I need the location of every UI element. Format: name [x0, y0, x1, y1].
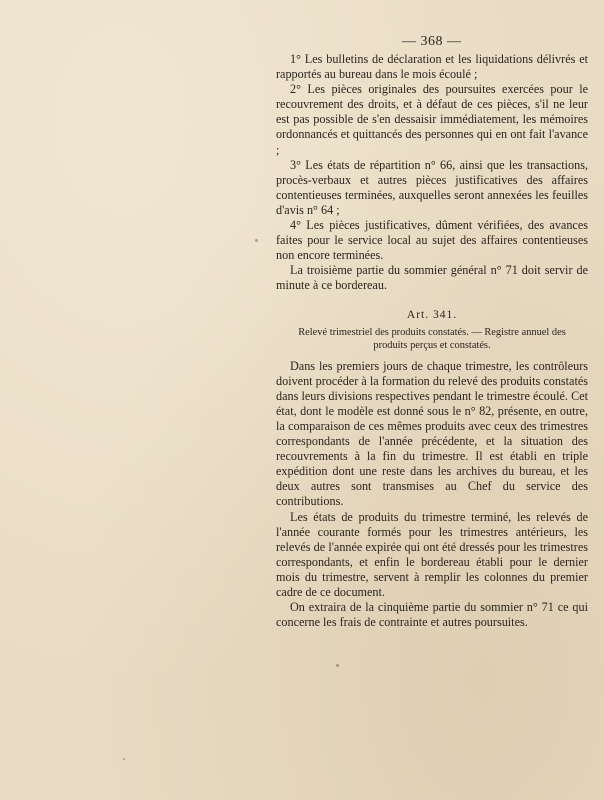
paragraph-item-2: 2° Les pièces originales des poursuites exercées pour le recouvrement des droits, et à défaut de ces pièces, s'il ne leur est pas possible de s'en dessaisir immédiatement, les mémoires ordonnancés et quittancés des personnes qui en ont fait l'avance ;	[276, 82, 588, 157]
article-paragraph-1: Dans les premiers jours de chaque trimestre, les contrôleurs doivent procéder à la formation du relevé des produits constatés dans leurs divisions respectives pendant le trimestre écoulé. Cet état, dont le modèle est donné sous le n° 82, présente, en outre, la comparaison de ces mêmes produits avec ceux des trimestres correspondants de l'année précédente, et la situation des recouvrements à la fin du trimestre. Il est établi en triple expédition dont une reste dans les archives du bureau, et les deux autres sont transmises au Chef du service des contributions.	[276, 358, 588, 509]
paragraph-item-4: 4° Les pièces justificatives, dûment vérifiées, des avances faites pour le service local au sujet des affaires contentieuses non encore terminées.	[276, 218, 588, 263]
article-paragraph-3: On extraira de la cinquième partie du sommier n° 71 ce qui concerne les frais de contrainte et autres poursuites.	[276, 600, 588, 630]
paragraph-item-1: 1° Les bulletins de déclaration et les liquidations délivrés et rapportés au bureau dans le mois écoulé ;	[276, 52, 588, 82]
page-number: — 368 —	[402, 34, 462, 49]
paper-speck	[255, 239, 258, 242]
paper-speck	[336, 664, 339, 667]
article-subheading: Relevé trimestriel des produits constatés. — Registre annuel des produits perçus et constatés.	[298, 326, 566, 351]
paragraph-item-3: 3° Les états de répartition n° 66, ainsi que les transactions, procès-verbaux et autres pièces justificatives des affaires contentieuses terminées, auxquelles seront annexées les feuilles d'avis n° 64 ;	[276, 157, 588, 217]
body-text	[276, 52, 588, 630]
paragraph-minute: La troisième partie du sommier général n° 71 doit servir de minute à ce bordereau.	[276, 263, 588, 293]
article-heading: Art. 341.	[406, 308, 458, 321]
article-paragraph-2: Les états de produits du trimestre terminé, les relevés de l'année courante formés pour les trimestres antérieurs, les relevés de l'année expirée qui ont été dressés pour les trimestres correspondants, et enfin le bordereau établi pour le dernier mois du trimestre, servent à remplir les colonnes du premier cadre de ce document.	[276, 509, 588, 599]
paper-speck	[123, 758, 125, 760]
